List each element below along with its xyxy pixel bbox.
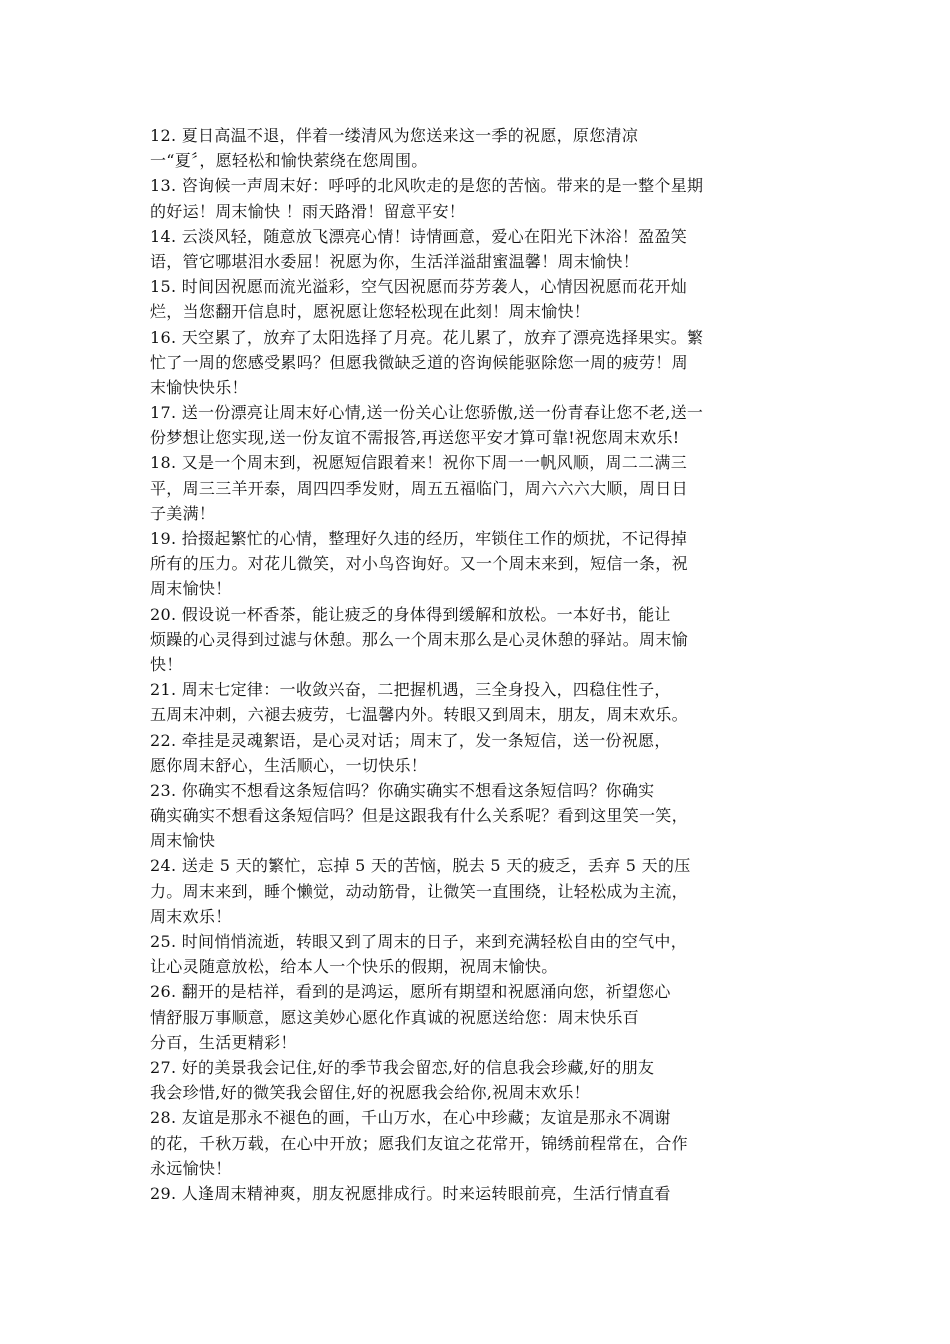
text-line: 28. 友谊是那永不褪色的画，千山万水，在心中珍藏；友谊是那永不凋谢 <box>150 1108 671 1128</box>
text-line: 愿你周末舒心，生活顺心，一切快乐！ <box>150 755 428 775</box>
text-line: 20. 假设说一杯香茶，能让疲乏的身体得到缓解和放松。一本好书，能让 <box>150 604 671 624</box>
text-line: 分百，生活更精彩！ <box>150 1032 297 1052</box>
text-line: 12. 夏日高温不退，伴着一缕清风为您送来这一季的祝愿，原您清凉 <box>150 126 639 145</box>
text-line: 五周末冲刺，六褪去疲劳，七温馨内外。转眼又到周末，朋友，周末欢乐。 <box>150 705 688 725</box>
text-line: 快！ <box>150 654 183 674</box>
text-line: 平，周三三羊开泰，周四四季发财，周五五福临门，周六六六大顺，周日日 <box>150 478 688 498</box>
text-line: 我会珍惜,好的微笑我会留住,好的祝愿我会给你,祝周末欢乐！ <box>150 1083 590 1103</box>
text-line: 烦躁的心灵得到过滤与休憩。那么一个周末那么是心灵休憩的驿站。周末愉 <box>150 629 688 649</box>
text-line: 27. 好的美景我会记住,好的季节我会留恋,好的信息我会珍藏,好的朋友 <box>150 1057 655 1077</box>
text-line: 周末欢乐！ <box>150 906 232 926</box>
text-line: 23. 你确实不想看这条短信吗？你确实确实不想看这条短信吗？你确实 <box>150 780 655 800</box>
text-line: 16. 天空累了，放弃了太阳选择了月亮。花儿累了，放弃了漂亮选择果实。繁 <box>150 327 704 347</box>
text-line: 25. 时间悄悄流逝，转眼又到了周末的日子，来到充满轻松自由的空气中， <box>150 932 688 951</box>
text-line: 15. 时间因祝愿而流光溢彩，空气因祝愿而芬芳袭人，心情因祝愿而花开灿 <box>150 277 688 297</box>
text-line: 烂，当您翻开信息时，愿祝愿让您轻松现在此刻！周末愉快！ <box>150 302 591 322</box>
text-line: 末愉快快乐！ <box>150 377 248 397</box>
text-line: 的好运！周末愉快 ！雨天路滑！留意平安！ <box>150 201 466 221</box>
text-line: 份梦想让您实现,送一份友谊不需报答,再送您平安才算可靠!祝您周末欢乐! <box>150 428 680 448</box>
text-line: 忙了一周的您感受累吗？但愿我微缺乏道的咨询候能驱除您一周的疲劳！周 <box>150 352 688 372</box>
text-line: 17. 送一份漂亮让周末好心情,送一份关心让您骄傲,送一份青春让您不老,送一 <box>150 403 704 423</box>
text-line: 周末愉快 <box>150 831 216 851</box>
text-line: 19. 拾掇起繁忙的心情，整理好久违的经历，牢锁住工作的烦扰，不记得掉 <box>150 529 688 548</box>
text-line: 22. 牵挂是灵魂絮语，是心灵对话；周末了，发一条短信，送一份祝愿， <box>150 730 671 750</box>
text-line: 确实确实不想看这条短信吗？但是这跟我有什么关系呢？看到这里笑一笑， <box>150 806 688 826</box>
text-line: 14. 云淡风轻，随意放飞漂亮心情！诗情画意，爱心在阳光下沐浴！盈盈笑 <box>150 226 688 246</box>
document-body <box>150 123 800 1206</box>
text-line: 让心灵随意放松，给本人一个快乐的假期，祝周末愉快。 <box>150 957 558 977</box>
text-line: 29. 人逢周末精神爽，朋友祝愿排成行。时来运转眼前亮，生活行情直看 <box>150 1183 671 1203</box>
text-line: 语，管它哪堪泪水委屈！祝愿为你，生活洋溢甜蜜温馨！周末愉快！ <box>150 251 640 271</box>
text-line: 力。周末来到，睡个懒觉，动动筋骨，让微笑一直围绕，让轻松成为主流， <box>150 881 688 901</box>
text-line: 情舒服万事顺意，愿这美妙心愿化作真诚的祝愿送给您：周末快乐百 <box>150 1007 640 1027</box>
text-line: 18. 又是一个周末到，祝愿短信跟着来！祝你下周一一帆风顺，周二二满三 <box>150 453 688 473</box>
text-line: 子美满！ <box>150 503 216 523</box>
text-line: 13. 咨询候一声周末好：呼呼的北风吹走的是您的苦恼。带来的是一整个星期 <box>150 176 704 196</box>
text-line: 周末愉快！ <box>150 579 232 599</box>
text-line: 永远愉快！ <box>150 1158 232 1178</box>
text-line: 的花，千秋万载，在心中开放；愿我们友谊之花常开，锦绣前程常在，合作 <box>150 1133 688 1153</box>
text-line: 21. 周末七定律：一收敛兴奋，二把握机遇，三全身投入，四稳住性子， <box>150 680 671 700</box>
text-line: 26. 翻开的是桔祥，看到的是鸿运，愿所有期望和祝愿涌向您，祈望您心 <box>150 982 671 1002</box>
text-line: 24. 送走 5 天的繁忙，忘掉 5 天的苦恼，脱去 5 天的疲乏，丢弃 5 天的压 <box>150 856 691 876</box>
text-line: 所有的压力。对花儿微笑，对小鸟咨询好。又一个周末来到，短信一条，祝 <box>150 554 688 574</box>
text-line: 一“夏〞，愿轻松和愉快萦绕在您周围。 <box>150 151 428 171</box>
